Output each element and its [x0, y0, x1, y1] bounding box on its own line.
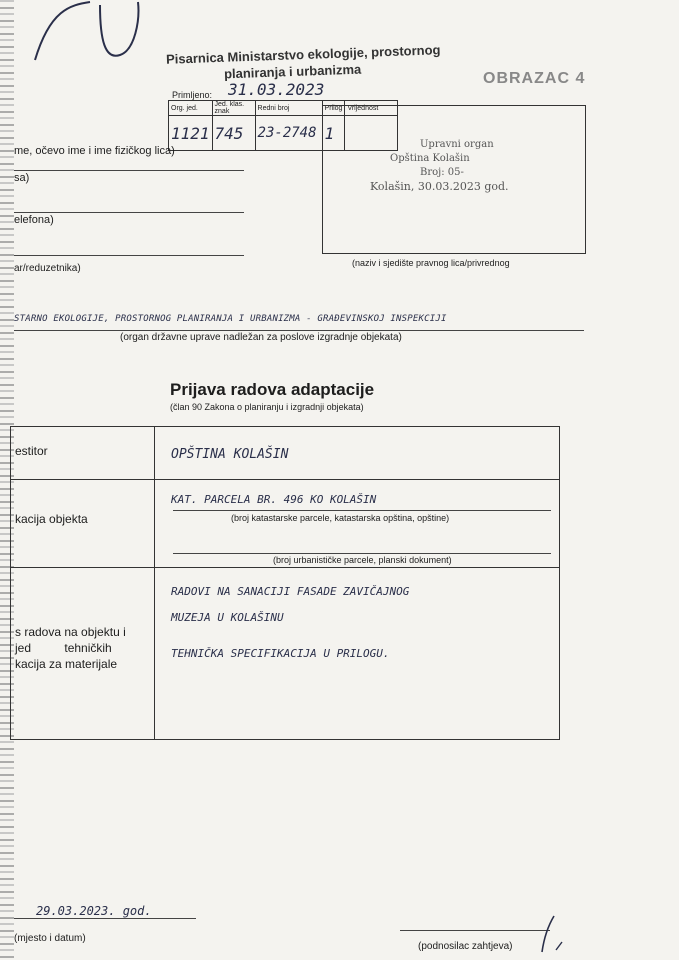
office-stamp-line2: planiranja i urbanizma	[223, 61, 362, 82]
investor-label: estitor	[15, 444, 48, 458]
municipal-stamp-line2: Opština Kolašin	[390, 153, 470, 164]
entrepreneur-label: ar/reduzetnika)	[14, 263, 81, 274]
investor-value: OPŠTINA KOLAŠIN	[171, 447, 289, 462]
val-jed: 745	[212, 116, 255, 151]
footer-date-line	[14, 918, 196, 919]
phone-line	[14, 212, 244, 213]
col-org: Org. jed.	[169, 101, 213, 116]
location-label: kacija objekta	[15, 512, 88, 526]
val-org: 1121	[169, 116, 213, 151]
signature-line	[400, 930, 550, 931]
table-column-divider	[154, 427, 155, 739]
col-jed: Jed. klas. znak	[212, 101, 255, 116]
location-caption-1: (broj katastarske parcele, katastarska opština, opštine)	[231, 513, 450, 523]
received-date: 31.03.2023	[228, 80, 325, 99]
legal-entity-caption: (naziv i sjedište pravnog lica/privrednog	[352, 258, 510, 268]
col-prilog: Prilog	[322, 101, 345, 116]
val-redni: 23-2748	[255, 116, 322, 151]
col-redni: Redni broj	[255, 101, 322, 116]
val-prilog: 1	[322, 116, 345, 151]
municipal-stamp-line4: Kolašin, 30.03.2023 god.	[370, 180, 509, 193]
footer-date: 29.03.2023. god.	[36, 904, 152, 918]
received-label: Primljeno:	[172, 90, 213, 100]
works-label-2: jed tehničkih	[15, 641, 112, 655]
municipal-stamp	[360, 138, 560, 194]
handwritten-mark	[30, 0, 150, 70]
name-label: me, očevo ime i ime fizičkog lica)	[14, 145, 175, 157]
address-label: sa)	[14, 172, 30, 184]
office-stamp-line1: Pisarnica Ministarstvo ekologije, prostornog	[165, 42, 441, 67]
authority-line	[14, 330, 584, 331]
form-subtitle: (član 90 Zakona o planiranju i izgradnji objekata)	[170, 402, 364, 412]
row-divider-2	[11, 567, 559, 568]
municipal-stamp-line3: Broj: 05-	[420, 167, 464, 178]
phone-label: elefona)	[14, 214, 54, 226]
location-value: KAT. PARCELA BR. 496 KO KOLAŠIN	[171, 493, 377, 506]
col-vrijednost: Vrijednost	[345, 101, 398, 116]
authority-caption: (organ državne uprave nadležan za poslove izgradnje objekata)	[120, 332, 402, 343]
works-line-3: TEHNIČKA SPECIFIKACIJA U PRILOGU.	[171, 647, 390, 660]
signature-mark	[530, 912, 570, 956]
form-title: Prijava radova adaptacije	[170, 380, 375, 399]
entrepreneur-line	[14, 255, 244, 256]
works-label-1: s radova na objektu i	[15, 625, 126, 639]
location-caption-2: (broj urbanističke parcele, planski dokument)	[273, 555, 452, 565]
submitter-label: (podnosilac zahtjeva)	[418, 941, 513, 952]
location-line-1	[173, 510, 551, 511]
works-line-1: RADOVI NA SANACIJI FASADE ZAVIČAJNOG	[171, 585, 410, 598]
authority-handwritten: STARNO EKOLOGIJE, PROSTORNOG PLANIRANJA I URBANIZMA - GRAĐEVINSKOJ INSPEKCIJI	[14, 314, 447, 324]
location-line-2	[173, 553, 551, 554]
place-date-label: (mjesto i datum)	[14, 933, 86, 944]
works-label-3: kacija za materijale	[15, 657, 118, 671]
municipal-stamp-line1: Upravni organ	[420, 139, 494, 150]
form-id: OBRAZAC 4	[483, 70, 586, 87]
application-table	[10, 426, 560, 740]
address-line	[14, 170, 244, 171]
works-line-2: MUZEJA U KOLAŠINU	[171, 611, 284, 624]
row-divider-1	[11, 479, 559, 480]
